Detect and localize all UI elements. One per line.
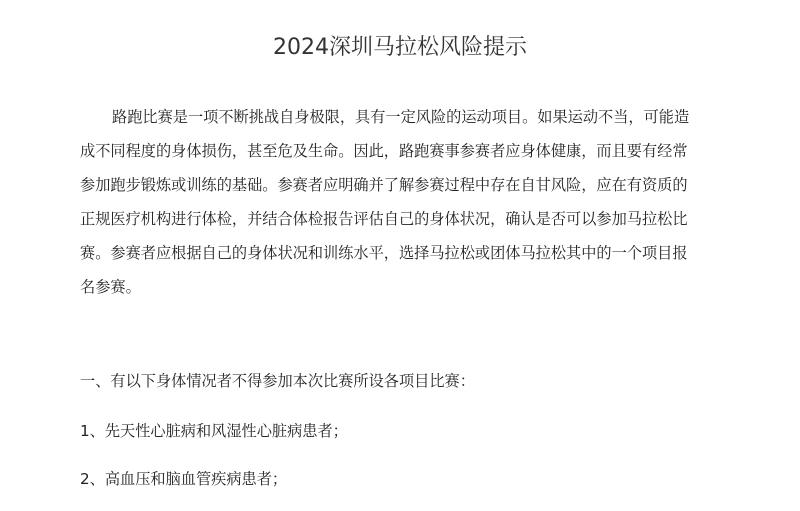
document-title: 2024深圳马拉松风险提示: [273, 35, 527, 60]
intro-line: 名参赛。: [80, 278, 141, 296]
list-item-condition-2: 2、高血压和脑血管疾病患者；: [80, 470, 288, 488]
intro-line: 参加跑步锻炼或训练的基础。参赛者应明确并了解参赛过程中存在自甘风险，应在有资质的: [80, 176, 688, 194]
intro-paragraph: [80, 100, 722, 304]
intro-line: 赛。参赛者应根据自己的身体状况和训练水平，选择马拉松或团体马拉松其中的一个项目报: [80, 244, 688, 262]
section-heading: 一、有以下身体情况者不得参加本次比赛所设各项目比赛：: [80, 372, 475, 390]
list-item-condition-1: 1、先天性心脏病和风湿性心脏病患者；: [80, 422, 348, 440]
intro-line: 正规医疗机构进行体检，并结合体检报告评估自己的身体状况，确认是否可以参加马拉松比: [80, 210, 688, 228]
intro-line: 路跑比赛是一项不断挑战自身极限，具有一定风险的运动项目。如果运动不当，可能造: [112, 108, 690, 126]
intro-line: 成不同程度的身体损伤，甚至危及生命。因此，路跑赛事参赛者应身体健康，而且要有经常: [80, 142, 688, 160]
